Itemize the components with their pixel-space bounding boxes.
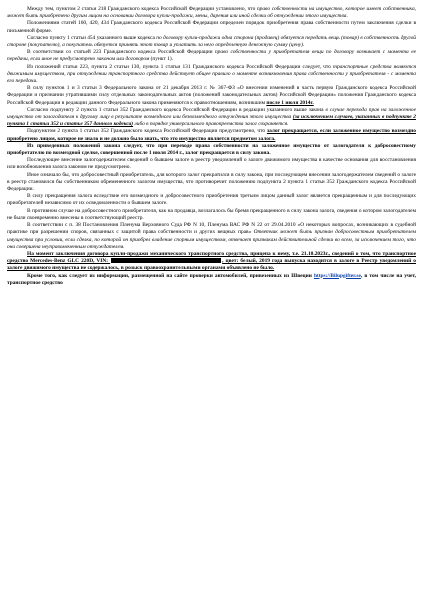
paragraph-text: , цвет: белый, 2019 года выпуска находится в залоге в Реестр уведомлений о залоге движимого имущества не содержалось, в розыск правоохранительными органами объявлено не было. xyxy=(7,258,416,272)
paragraph-text: либо в порядке универсального правопреемства залог сохраняется. xyxy=(133,121,289,128)
document-paragraph xyxy=(7,172,416,194)
paragraph-text: (пункт 1). xyxy=(149,56,173,63)
document-paragraph xyxy=(7,157,416,171)
paragraph-text: по договору купли-продажи одна сторона (продавец) обязуется передать вещь (товар) в собственность другой стороне (покупателю), а покупатель обязуется принять этот товар и уплатить за него определенную денежную сумму (цену). xyxy=(7,34,416,49)
paragraph-text: право собственности у приобретателя вещи по договору возникает с момента ее передачи, если иное не предусмотрено законом или договором xyxy=(7,49,416,63)
document-paragraph xyxy=(7,143,416,157)
paragraph-text: право собственности на имущество, которое имеет собственника, может быть приобретено другим лицом на основании договора купли-продажи, мены, дарения или иной сделки об отчуждении этого имущества. xyxy=(7,6,416,20)
document-paragraph xyxy=(7,208,416,222)
document-paragraph xyxy=(7,85,416,107)
paragraph-text: Иное означало бы, что добросовестный приобретатель, для которого залог прекратился в силу закона, при последующем внесении залогодержателем сведений о залоге в реестр становился бы собственником обремененного залогом имущества, что противоречит положению подпункта 2 пункта 1 статьи 352 Гражданского кодекса Российской Федерации. xyxy=(7,171,416,193)
document-paragraph xyxy=(7,222,416,251)
paragraph-text: Из приведенных положений закона следует, что при переходе права собственности на заложенное имущество от залогодателя к добросовестному приобретателю по возмездной сделке, совершенной после 1 июля 2014 г., залог прекращается в силу закона. xyxy=(7,142,416,157)
paragraph-text: залог прекращается, если заложенное имущество возмездно приобретено лицом, которое не знало и не должно было знать, что это имущество является предметом залога. xyxy=(7,128,416,142)
paragraph-text: Ответчик может быть признан добросовестным приобретателем имущества при условии, если сделка, по которой он приобрел владение спорным имуществом, отвечает признакам действительной сделки во всем, за исключением того, что она совершена неуправомоченным отчуждателем. xyxy=(7,229,416,250)
document-paragraph xyxy=(7,6,416,20)
paragraph-text: Согласно подпункту 2 пункта 1 статьи 352 Гражданского кодекса Российской Федерации в редакции указанного выше закона xyxy=(27,106,326,113)
paragraph-text: Последующее внесение залогодержателем сведений о бывшем залоге в реестр уведомлений о залоге движимого имущества в качестве основания для восстановления или возобновления залога законом не предусмотрено. xyxy=(7,157,416,171)
paragraph-text: Между тем, пунктом 2 статьи 218 Гражданского кодекса Российской Федерации установлено, что xyxy=(27,6,257,12)
document-paragraph xyxy=(7,128,416,142)
paragraph-text: В силу пунктов 1 и 3 статьи 3 Федерального закона от 21 декабря 2013 г. № 367-ФЗ «О внесении изменений в часть первую Гражданского кодекса Российской Федерации и признании утратившими силу отдельных законодательных актов (положений законодательных актов) Российской Федерации» положения Гражданского кодекса Российской Федерации в редакции данного Федерального закона применяются к правоотношениям, возникшим xyxy=(7,85,416,106)
paragraph-text: Из положений статьи 223, пункта 2 статьи 130, пункта 1 статьи 131 Гражданского кодекса Российской Федерации следует, что xyxy=(27,63,334,70)
paragraph-text: В соответствии с п. 38 Постановления Пленума Верховного Суда РФ N 10, Пленума ВАС РФ N 22 от 29.04.2010 «О некоторых вопросах, возникающих в судебной практике при разрешении споров, связанных с защитой права собственности и других вещных прав» xyxy=(7,222,416,236)
document-paragraph xyxy=(7,64,416,86)
paragraph-text: Согласно пункту 1 статьи 454 указанного выше кодекса xyxy=(27,34,157,41)
paragraph-text: Подпунктом 2 пункта 1 статьи 352 Гражданского кодекса Российской Федерации предусмотрено, что xyxy=(27,128,267,135)
document-paragraph xyxy=(7,107,416,129)
document-paragraph xyxy=(7,35,416,49)
paragraph-text: Кроме того, как следует из информации, размещенной на сайте проверки автомобилей, привезенных из Швеции xyxy=(27,272,314,279)
document-paragraph xyxy=(7,193,416,207)
redacted-vin xyxy=(111,258,221,263)
paragraph-text: Положениями статей 160, 420, 434 Гражданского кодекса Российской Федерации определен порядок приобретения права собственности путем заключения сделки в письменной форме. xyxy=(7,20,416,34)
paragraph-text: В силу прекращения залога вследствие его возмездного и добросовестного приобретения третьим лицом данный залог является прекращенным и для последующих приобретателей независимо от их осведомленности о бывшем залоге. xyxy=(7,193,416,207)
document-paragraph xyxy=(7,273,416,287)
paragraph-text: На момент заключения договора купли-продажи механического транспортного средства, прицепа к нему, т.е. 21.10.2023г., сведений о том, что транспортное средство Mercedes-Benz GLC 220D, VIN: xyxy=(7,250,416,265)
paragraph-text: В соответствии со статьей 223 Гражданского кодекса Российской Федерации xyxy=(27,49,215,56)
document-paragraph xyxy=(7,49,416,63)
paragraph-text: , в том числе на учет, транспортное средство xyxy=(7,272,416,286)
document-paragraph xyxy=(7,251,416,273)
paragraph-text: после 1 июля 2014г. xyxy=(266,99,314,106)
paragraph-text: в случае перехода прав на заложенное имущество от залогодателя к другому лицу в результате возмездного или безвозмездного отчуждения этого имущества xyxy=(7,106,416,121)
paragraph-text: (за исключением случаев, указанных в подпункте 2 пункта 1 статьи 352 и статье 357 данного кодекса) xyxy=(7,114,416,128)
website-link[interactable]: https://Bilupgifter.se xyxy=(313,272,361,279)
document-paragraph xyxy=(7,20,416,34)
paragraph-text: В противном случае на добросовестного приобретателя, как на продавца, возлагалось бы бремя прекращенного в силу закона залога, сведения о котором залогодателем не были своевременно внесены в соответствующий реестр. xyxy=(7,207,416,221)
paragraph-text: транспортные средства являются движимым имуществом, при отчуждении транспортного средства действует общее правило о моменте возникновения права собственности у приобретателя - с момента его передачи. xyxy=(7,63,416,85)
